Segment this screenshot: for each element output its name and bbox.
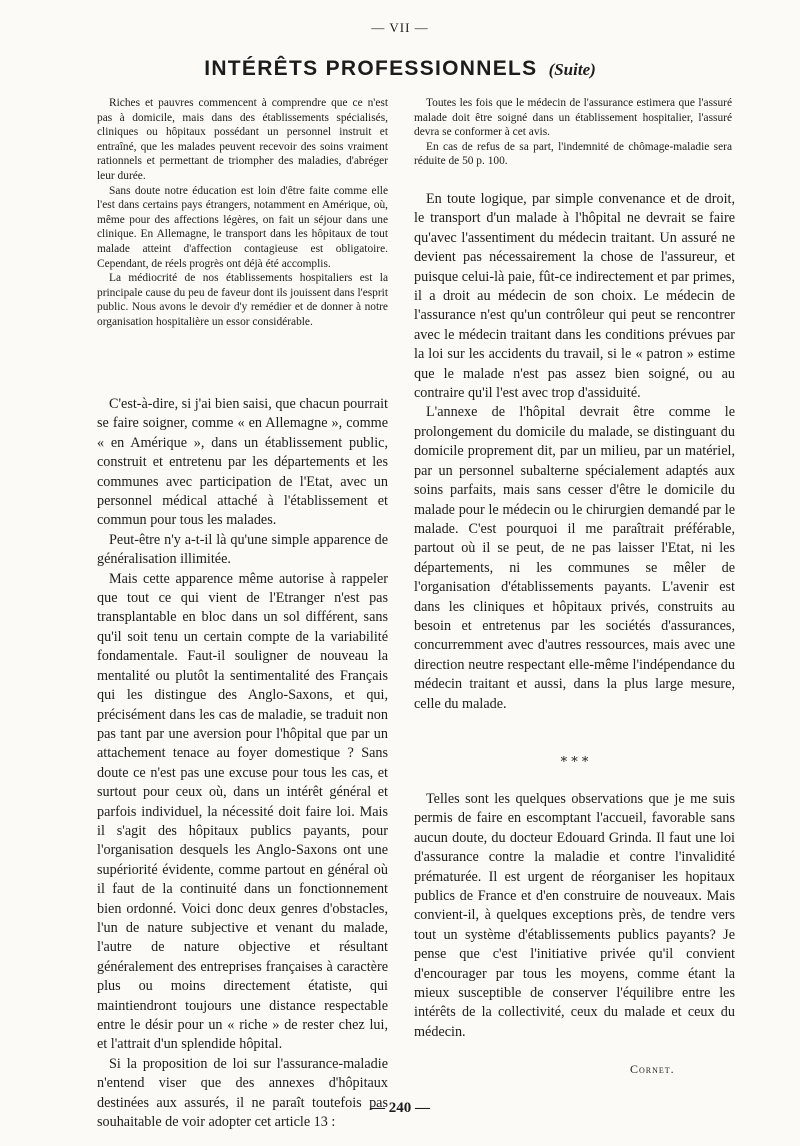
paragraph: C'est-à-dire, si j'ai bien saisi, que chacun pourrait se faire soigner, comme « en Allemagne », comme « en Amérique », dans un établissement public, construit et entretenu par les départements et les communes avec participation de l'Etat, avec un personnel médical attaché à l'établissement et commun pour tous les malades. (97, 396, 388, 529)
section-title: INTÉRÊTS PROFESSIONNELS (204, 57, 538, 80)
left-body-column (97, 395, 388, 1132)
right-conclusion-column (414, 790, 735, 1042)
paragraph: En cas de refus de sa part, l'indemnité de chômage-maladie sera réduite de 50 p. 100. (414, 140, 732, 168)
section-suite: (Suite) (548, 60, 596, 79)
author-signature: Cornet. (630, 1062, 675, 1076)
paragraph: Mais cette apparence même autorise à rappeler que tout ce qui vient de l'Etranger n'est pas transplantable en bloc dans un sol différent, sans qu'il soit tenu un certain compte de la variabilité fondamentale. Faut-il souligner de nouveau la mentalité ou plutôt la sentimentalité des Français qui les distingue des Anglo-Saxons, et qui, précisément dans les cas de maladie, se traduit non pas tant par une aversion pour l'hôpital que par un attachement tenace au foyer domestique ? Sans doute ce n'est pas une excuse pour tous les cas, et surtout pour ceux où, dans un intérêt général et parfois individuel, la nécessité doit faire loi. Mais il s'agit des hôpitaux publics payants, pour l'organisation desquels les Anglo-Saxons ont une supériorité évidente, comme partout en général où il faut de la continuité dans un fonctionnement bien ordonné. Voici donc deux genres d'obstacles, l'un de nature subjective et venant du malade, l'autre de nature objective et résultant généralement des entreprises françaises à caractère plus ou moins directement étatiste, qui maintiendront toujours une distance respectable entre le désir pour un « riche » de rester chez lui, et l'attrait d'un splendide hôpital. (97, 570, 388, 1053)
page-number: — 240 — (370, 1100, 430, 1116)
paragraph: Peut-être n'y a-t-il là qu'une simple apparence de généralisation illimitée. (97, 531, 388, 568)
paragraph: La médiocrité de nos établissements hospitaliers est la principale cause du peu de faveur dont ils jouissent dans l'esprit public. Nous avons le devoir d'y remédier et de donner à notre organisation hospitalière un essor considérable. (97, 272, 388, 328)
section-separator: * * * (560, 755, 589, 770)
right-body-column (414, 190, 735, 714)
right-article-quote (414, 96, 732, 169)
paragraph: Telles sont les quelques observations que je me suis permis de faire en escomptant l'accueil, favorable sans aucun doute, du docteur Edouard Grinda. Il faut une loi d'assurance contre la maladie et contre l'invalidité prématurée. Il est urgent de réorganiser les hopitaux publics de France et d'en construire de nouveaux. Mais convient-il, à quelques exceptions près, de tendre vers tout un système d'établissements publics payants? Je pense que c'est l'initiative privée qu'il convient d'encourager par tous les moyens, comme étant la mieux susceptible de conserver l'équilibre entre les intérêts de la collectivité, ceux du malade et ceux du médecin. (414, 791, 735, 1040)
section-header (0, 57, 800, 81)
paragraph: L'annexe de l'hôpital devrait être comme le prolongement du domicile du malade, se distinguant du domicile proprement dit, par un milieu, par un matériel, par un personnel subalterne spécialement adaptés aux soins parfaits, mais sans cesser d'être le domicile du malade pour le médecin ou le chirurgien demandé par le malade. C'est pourquoi il me paraîtrait préférable, partout où il se peut, de ne pas laisser l'Etat, ni les départements, ni les communes se mêler de l'organisation d'établissements payants. L'avenir est dans les cliniques et hôpitaux privés, construits au besoin et entretenus par les sociétés d'assurances, concurremment avec d'autres ressources, mais avec une direction neutre respectant elle-même l'indépendance du médecin traitant et aussi, dans la plus large mesure, celle du malade. (414, 404, 735, 712)
paragraph: Sans doute notre éducation est loin d'être faite comme elle l'est dans certains pays étrangers, notamment en Amérique, où, même pour des affections légères, on fait un séjour dans une clinique. En Allemagne, le transport dans les hôpitaux de tout malade atteint d'affection contagieuse est obligatoire. Cependant, de réels progrès ont déjà été accomplis. (97, 184, 388, 270)
left-intro-quote (97, 96, 388, 330)
paragraph: Toutes les fois que le médecin de l'assurance estimera que l'assuré malade doit être soigné dans un établissement hospitalier, l'assuré devra se conformer à cet avis. (414, 97, 732, 139)
paragraph: Riches et pauvres commencent à comprendre que ce n'est pas à domicile, mais dans des établissements spécialisés, cliniques ou hôpitaux possédant un personnel instruit et entraîné, que les malades peuvent recevoir des soins vraiment rationnels et permettant de triompher des maladies, d'abréger leur durée. (97, 97, 388, 182)
paragraph: Si la proposition de loi sur l'assurance-maladie n'entend viser que des annexes d'hôpitaux destinées aux assurés, il ne paraît toutefois pas souhaitable de voir adopter cet article 13 : (97, 1055, 388, 1131)
paragraph: En toute logique, par simple convenance et de droit, le transport d'un malade à l'hôpital ne devrait se faire qu'avec l'assentiment du médecin traitant. Un assuré ne devient pas nécessairement la chose de l'assureur, et puisque celui-là paie, fût-ce indirectement et par primes, il a droit au médecin de son choix. Le médecin de l'assurance n'est qu'un contrôleur qui peut se rencontrer avec le médecin traitant dans les conditions prévues par la loi sur les accidents du travail, si le « patron » estime que le malade n'est pas assez bien soigné, ou au contraire qu'il l'est avec trop d'assiduité. (414, 191, 735, 402)
roman-page-number: — VII — (371, 20, 429, 35)
